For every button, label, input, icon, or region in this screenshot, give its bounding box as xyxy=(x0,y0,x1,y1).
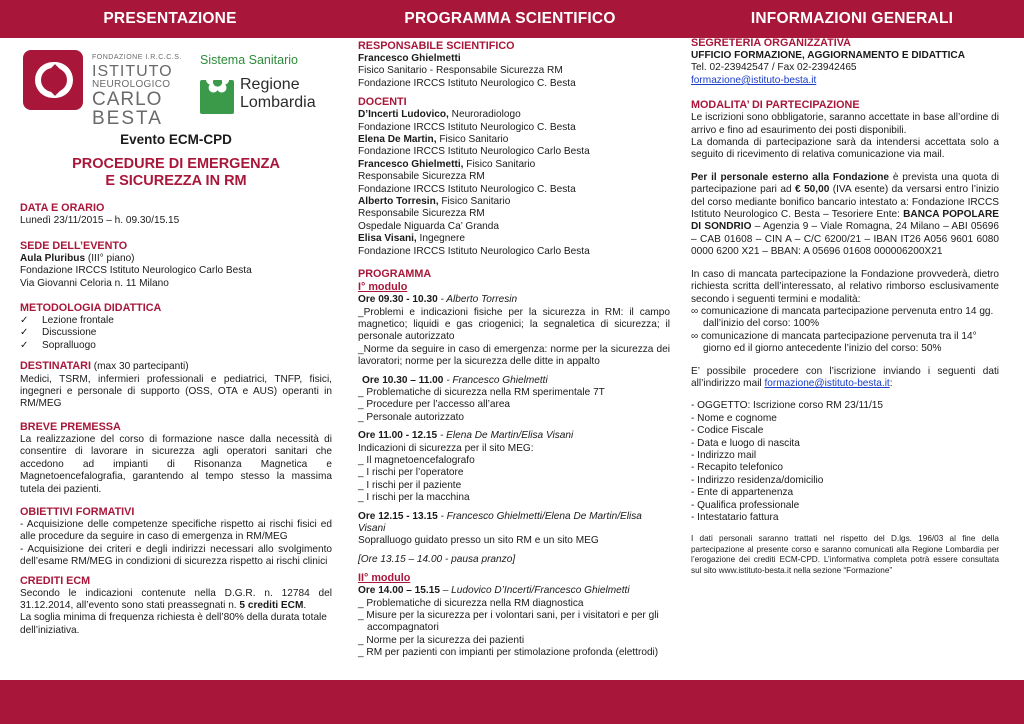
list-item: - Indirizzo residenza/domicilio xyxy=(691,474,824,486)
checkmark-icon: ✓ xyxy=(20,315,29,327)
docenti-list xyxy=(358,109,670,258)
besta-line1: ISTITUTO xyxy=(92,63,173,81)
session-item: _ Personale autorizzato xyxy=(358,411,465,423)
docente-role: Fisico Sanitario xyxy=(438,196,511,208)
session-item: _ RM per pazienti con impianti per stimolazione profonda (elettrodi) xyxy=(358,647,659,659)
docente-detail: Ospedale Niguarda Ca’ Granda xyxy=(358,220,500,232)
regione-line2: Lombardia xyxy=(240,94,316,111)
event-title-line1: PROCEDURE DI EMERGENZA xyxy=(72,156,280,173)
event-title-line2: E SICUREZZA IN RM xyxy=(105,173,247,190)
docenti-heading: DOCENTI xyxy=(358,96,407,109)
docente-role: Neuroradiologo xyxy=(448,109,521,121)
crediti-heading: CREDITI ECM xyxy=(20,574,91,587)
metodo-item: Lezione frontale xyxy=(42,315,114,327)
docente-detail: Fondazione IRCCS Istituto Neurologico Carlo Besta xyxy=(358,146,590,158)
session-item: _ I rischi per la macchina xyxy=(358,492,470,504)
docente-name: Elisa Visani, xyxy=(358,233,417,245)
metodo-item: Sopralluogo xyxy=(42,339,96,351)
crediti-value xyxy=(20,588,332,613)
docente-name: D’Incerti Ludovico, xyxy=(358,109,449,121)
session-1-header xyxy=(358,294,670,306)
session-item: _ Problematiche di sicurezza nella RM diagnostica xyxy=(358,597,584,609)
session-time: Ore 12.15 - 13.15 xyxy=(358,510,438,522)
obiettivi-item-2: - Acquisizione dei criteri e degli indirizzi necessari allo svolgimento dell’esame RM/MEG in condizioni di sicurezza rispetto ai rischi clinici xyxy=(20,543,332,568)
docente-role: Fisico Sanitario xyxy=(463,158,536,170)
list-item xyxy=(20,315,332,327)
session-4-header xyxy=(358,511,670,536)
iscrizione-paragraph xyxy=(691,366,999,391)
col2-title: PROGRAMMA SCIENTIFICO xyxy=(404,10,616,27)
obiettivi-heading: OBIETTIVI FORMATIVI xyxy=(20,505,135,518)
besta-line4: BESTA xyxy=(92,108,163,130)
sede-line2: Fondazione IRCCS Istituto Neurologico Carlo Besta xyxy=(20,265,252,277)
docente-role: Ingegnere xyxy=(416,233,466,245)
docente-name: Alberto Torresin, xyxy=(358,196,439,208)
responsabile-ente: Fondazione IRCCS Istituto Neurologico C. Besta xyxy=(358,77,576,89)
segreteria-heading: SEGRETERIA ORGANIZZATIVA xyxy=(691,37,851,49)
segreteria-email[interactable] xyxy=(691,75,999,87)
session-item: _ Misure per la sicurezza per i volontari sani, per i visitatori e per gli accompagnatori xyxy=(358,610,659,634)
metodo-item: Discussione xyxy=(42,327,97,339)
list-item: - Data e luogo di nascita xyxy=(691,437,800,449)
session-time: Ore 14.00 – 15.15 xyxy=(358,585,440,597)
destinatari-heading-line xyxy=(20,360,332,373)
segreteria-tel: Tel. 02-23942547 / Fax 02-23942465 xyxy=(691,62,857,74)
session-intro: Indicazioni di sicurezza per il sito MEG: xyxy=(358,442,534,454)
pausa-pranzo: [Ore 13.15 – 14.00 - pausa pranzo] xyxy=(358,553,516,565)
docente-role: Fisico Sanitario xyxy=(436,134,509,146)
programma-column xyxy=(358,40,670,660)
esterni-lead: Per il personale esterno alla Fondazione xyxy=(691,171,890,183)
col1-title: PRESENTAZIONE xyxy=(103,10,237,27)
crediti-dot: . xyxy=(303,599,307,611)
session-3-header xyxy=(358,430,670,442)
col3-title: INFORMAZIONI GENERALI xyxy=(750,10,954,27)
list-item: - Codice Fiscale xyxy=(691,425,764,437)
docente-name-line xyxy=(358,134,670,146)
besta-line2: NEUROLOGICO xyxy=(92,79,171,91)
sede-aula-name: Aula Pluribus xyxy=(20,252,86,264)
sede-aula xyxy=(20,253,332,265)
iscrizione-colon: : xyxy=(889,377,893,389)
docente-name-line xyxy=(358,109,670,121)
lombardia-rose-icon: ✿ xyxy=(200,80,234,114)
sede-piano: (III° piano) xyxy=(85,252,135,264)
premessa-heading: BREVE PREMESSA xyxy=(20,420,121,433)
cancellazione-item-2: ∞ comunicazione di mancata partecipazione pervenuta tra il 14° giorno ed il giorno antecedente l’inizio del corso: 50% xyxy=(691,330,977,355)
destinatari-value: Medici, TSRM, infermieri professionali e pediatrici, TNFP, fisici, ingegneri e personale di supporto (OSS, OTA e AUS) operanti in RM/MEG xyxy=(20,373,332,410)
list-item: - Indirizzo mail xyxy=(691,449,757,461)
cancellazione-paragraph: In caso di mancata partecipazione la Fondazione provvederà, dietro richiesta scritta dell’interessato, al relativo rimborso esclusivamente secondo i seguenti termini e modalità: xyxy=(691,268,999,305)
modalita-heading: MODALITA’ DI PARTECIPAZIONE xyxy=(691,99,860,112)
esterni-quota: € 50,00 xyxy=(795,184,830,196)
regione-line1: Regione xyxy=(240,76,300,93)
session-item: _ Problematiche di sicurezza nella RM sperimentale 7T xyxy=(358,386,605,398)
obiettivi-item-1: - Acquisizione delle competenze specifiche rispetto ai rischi fisici ed alle procedure da seguire in caso di emergenza in RM/MEG xyxy=(20,518,332,543)
modalita-p1: Le iscrizioni sono obbligatorie, saranno accettate in base all’ordine di arrivo e fino ad esaurimento dei posti disponibili. xyxy=(691,112,999,136)
besta-logo-icon xyxy=(23,50,83,110)
session-item: Sopralluogo guidato presso un sito RM e un sito MEG xyxy=(358,535,599,547)
session-speaker: – Ludovico D’Incerti/Francesco Ghielmetti xyxy=(439,585,630,597)
session-1-item-b: _Norme da seguire in caso di emergenza: norme per la sicurezza dei lavoratori; norme per la sicurezza delle ditte in appalto xyxy=(358,343,670,368)
privacy-note: I dati personali saranno trattati nel rispetto del D.lgs. 196/03 al fine della partecipazione al presente corso e saranno comunicati alla Regione Lombardia per l’erogazione dei crediti ECM-CPD. L’informativa completa potrà essere consultata sul sito www.istituto-besta.it nella sezione “Formazione” xyxy=(691,534,999,575)
informazioni-column xyxy=(691,37,1000,576)
session-item: _ Norme per la sicurezza dei pazienti xyxy=(358,634,525,646)
docente-name-line xyxy=(358,233,670,245)
docente-detail: Fondazione IRCCS Istituto Neurologico C. Besta xyxy=(358,121,576,133)
modulo-2-heading: II° modulo xyxy=(358,572,411,585)
besta-line3: CARLO xyxy=(92,89,163,111)
modulo-1-heading: I° modulo xyxy=(358,281,408,294)
checkmark-icon: ✓ xyxy=(20,339,29,351)
docente-detail: Responsabile Sicurezza RM xyxy=(358,208,485,220)
checkmark-icon: ✓ xyxy=(20,327,29,339)
session-2-header xyxy=(358,375,670,387)
data-value: Lunedì 23/11/2015 – h. 09.30/15.15 xyxy=(20,215,180,227)
esterni-banca: BANCA POPOLARE DI SONDRIO xyxy=(691,209,999,233)
session-1-item-a: _Problemi e indicazioni fisiche per la sicurezza in RM: il campo magnetico; liquidi e gas criogenici; la segnaletica di sicurezza; il personale autorizzato xyxy=(358,306,670,343)
presentazione-column xyxy=(20,40,332,637)
docente-name: Elena De Martin, xyxy=(358,134,437,146)
crediti-soglia: La soglia minima di frequenza richiesta è dell’80% della durata totale dell’iniziativa. xyxy=(20,612,327,636)
docente-name-line xyxy=(358,159,670,171)
docente-name-line xyxy=(358,196,670,208)
responsabile-heading: RESPONSABILE SCIENTIFICO xyxy=(358,40,515,52)
list-item: - Qualifica professionale xyxy=(691,499,800,511)
docente-detail: Fondazione IRCCS Istituto Neurologico Carlo Besta xyxy=(358,245,590,257)
session-speaker: - Alberto Torresin xyxy=(437,294,518,306)
session-5-header xyxy=(358,585,670,597)
footer-bar xyxy=(0,680,1024,724)
list-item: - Ente di appartenenza xyxy=(691,487,794,499)
besta-logo-text xyxy=(92,52,182,128)
iscrizione-email-link[interactable]: formazione@istituto-besta.it xyxy=(764,377,890,389)
session-item: _ I rischi per il paziente xyxy=(358,479,462,491)
esterni-text-c: – Agenzia 9 – Viale Romagna, 24 Milano – ABI 05696 – CAB 01608 – CIN A – C/C 6200/21 – IBAN IT26 A056 9601 6080 0000 6200 X21 – BBAN: A 05696 01608 000006200X21 xyxy=(691,221,1000,258)
esterni-paragraph xyxy=(691,172,999,259)
evento-label: Evento ECM-CPD xyxy=(120,132,232,147)
list-item xyxy=(20,340,332,352)
session-speaker: - Elena De Martin/Elisa Visani xyxy=(437,430,574,442)
modalita-p2: La domanda di partecipazione sarà da intendersi accettata solo a seguito di ricevimento di relativa comunicazione via mail. xyxy=(691,137,999,161)
list-item xyxy=(20,327,332,339)
iscrizione-text: E’ possibile procedere con l’iscrizione inviando i seguenti dati all’indirizzo mail xyxy=(691,365,999,389)
header-bar xyxy=(0,0,1024,38)
iscrizione-list xyxy=(691,400,999,524)
list-item: - Nome e cognome xyxy=(691,412,777,424)
sede-heading: SEDE DELL’EVENTO xyxy=(20,239,128,252)
docente-detail: Fondazione IRCCS Istituto Neurologico C. Besta xyxy=(358,183,576,195)
docente-name: Francesco Ghielmetti, xyxy=(358,158,464,170)
list-item: - Intestatario fattura xyxy=(691,512,779,523)
esterni-text-b: (IVA esente) da versarsi entro l’inizio del corso mediante bonifico bancario intestato a: Fondazione IRCCS Istituto Neurologico C. Besta – Tesoriere Ente: xyxy=(691,184,999,221)
destinatari-note: (max 30 partecipanti) xyxy=(90,361,189,373)
metodologia-heading: METODOLOGIA DIDATTICA xyxy=(20,302,162,315)
session-time: Ore 10.30 – 11.00 xyxy=(362,374,444,386)
crediti-count: 5 crediti ECM xyxy=(239,599,304,611)
metodologia-list xyxy=(20,315,332,352)
programma-heading: PROGRAMMA xyxy=(358,268,432,281)
regione-name xyxy=(240,76,316,112)
besta-line0: FONDAZIONE I.R.C.C.S. xyxy=(92,54,182,61)
session-time: Ore 11.00 - 12.15 xyxy=(358,430,438,442)
destinatari-heading: DESTINATARI xyxy=(20,360,91,373)
regione-lombardia-logo xyxy=(200,53,316,111)
esterni-text-a: è prevista una quota di partecipazione pari ad xyxy=(691,171,999,196)
premessa-value: La realizzazione del corso di formazione nasce dalla necessità di consentire di lavorare in sicurezza agli operatori sanitari che accedono ad impianti di Risonanza Magnetica e Magnetoencefalografia, garantendo al tempo stesso la massima tutela dei pazienti. xyxy=(20,433,332,495)
crediti-text: Secondo le indicazioni contenute nella D.G.R. n. 12784 del 31.12.2014, all’evento sono stati preassegnati n. xyxy=(20,587,332,611)
session-speaker: - Francesco Ghielmetti/Elena De Martin/Elisa Visani xyxy=(358,510,642,534)
list-item: - Recapito telefonico xyxy=(691,462,784,474)
responsabile-role: Fisico Sanitario - Responsabile Sicurezza RM xyxy=(358,65,563,77)
segreteria-email-link[interactable]: formazione@istituto-besta.it xyxy=(691,74,817,86)
cancellazione-item-1: ∞ comunicazione di mancata partecipazione pervenuta entro 14 gg. dall’inizio del corso: 100% xyxy=(691,305,994,330)
ssn-title: Sistema Sanitario xyxy=(200,53,298,67)
segreteria-name: UFFICIO FORMAZIONE, AGGIORNAMENTO E DIDATTICA xyxy=(691,50,966,61)
event-title xyxy=(20,156,332,190)
session-item: _ Procedure per l’accesso all’area xyxy=(358,399,511,411)
sede-line3: Via Giovanni Celoria n. 11 Milano xyxy=(20,277,169,289)
session-item: _ I rischi per l’operatore xyxy=(358,467,464,479)
list-item: - OGGETTO: Iscrizione corso RM 23/11/15 xyxy=(691,400,884,412)
session-item: _ Il magnetoencefalografo xyxy=(358,454,475,466)
logo-area xyxy=(20,40,332,130)
data-heading: DATA E ORARIO xyxy=(20,202,105,215)
session-speaker: - Francesco Ghielmetti xyxy=(443,374,548,386)
docente-detail: Responsabile Sicurezza RM xyxy=(358,171,485,183)
responsabile-name: Francesco Ghielmetti xyxy=(358,53,461,64)
session-time: Ore 09.30 - 10.30 xyxy=(358,294,438,306)
